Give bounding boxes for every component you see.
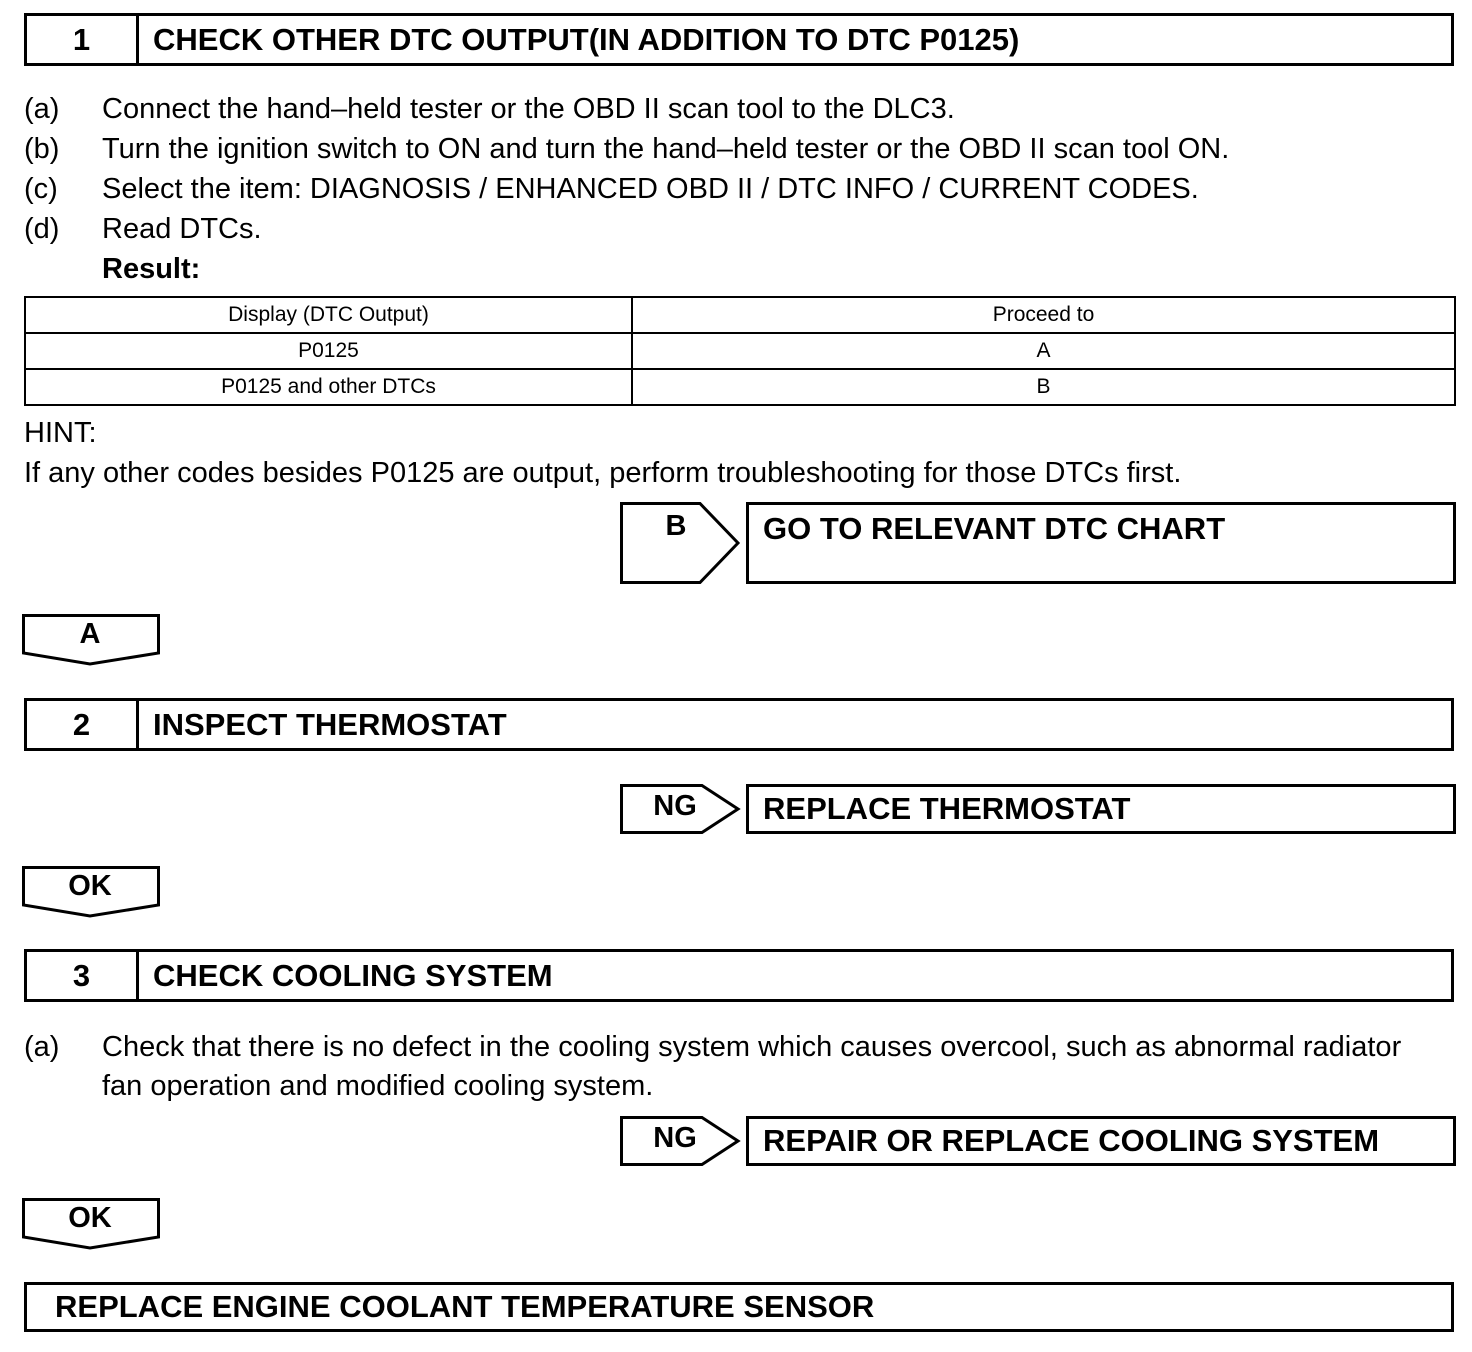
branch-ng-action: REPLACE THERMOSTAT <box>746 784 1456 834</box>
result-table <box>24 296 1456 406</box>
branch-ng-tag <box>620 784 742 834</box>
step-3-title: CHECK COOLING SYSTEM <box>153 957 553 993</box>
step-1-item-b-text: Turn the ignition switch to ON and turn the hand–held tester or the OBD II scan tool ON. <box>102 133 1230 165</box>
final-action-box: REPLACE ENGINE COOLANT TEMPERATURE SENSOR <box>24 1282 1454 1332</box>
step-3-number: 3 <box>27 952 139 999</box>
table-cell: B <box>632 369 1455 405</box>
hint-text: If any other codes besides P0125 are output, perform troubleshooting for those DTCs first. <box>24 457 1182 489</box>
step-3-header <box>24 949 1454 1002</box>
table-header-row <box>25 297 1455 333</box>
step-2-header <box>24 698 1454 751</box>
branch-b-label: B <box>665 510 687 542</box>
result-label: Result: <box>102 253 201 285</box>
continue-a-label: A <box>79 618 101 650</box>
table-cell: P0125 <box>25 333 632 369</box>
step-1-item-d-text: Read DTCs. <box>102 213 262 245</box>
branch-ng-tag <box>620 1116 742 1166</box>
continue-ok-tag <box>22 1198 162 1252</box>
table-row <box>25 369 1455 405</box>
continue-ok-tag <box>22 866 162 920</box>
branch-ng-action: REPAIR OR REPLACE COOLING SYSTEM <box>746 1116 1456 1166</box>
table-header-display: Display (DTC Output) <box>25 297 632 333</box>
step-1-item-d-label: (d) <box>24 213 60 245</box>
branch-ng-label: NG <box>653 790 697 822</box>
table-cell: P0125 and other DTCs <box>25 369 632 405</box>
table-cell: A <box>632 333 1455 369</box>
branch-ng-label: NG <box>653 1122 697 1154</box>
continue-ok-label: OK <box>68 870 112 902</box>
step-1-item-c-label: (c) <box>24 173 58 205</box>
step-3-item-a-line2: fan operation and modified cooling system. <box>102 1070 654 1102</box>
step-1-item-b-label: (b) <box>24 133 60 165</box>
step-2-number: 2 <box>27 701 139 748</box>
step-1-item-c-text: Select the item: DIAGNOSIS / ENHANCED OBD II / DTC INFO / CURRENT CODES. <box>102 173 1199 205</box>
step-1-item-a-label: (a) <box>24 93 60 125</box>
table-row <box>25 333 1455 369</box>
hint-label: HINT: <box>24 417 97 449</box>
step-1-number: 1 <box>27 16 139 63</box>
step-1-header <box>24 13 1454 66</box>
step-1-item-a-text: Connect the hand–held tester or the OBD II scan tool to the DLC3. <box>102 93 955 125</box>
continue-ok-label: OK <box>68 1202 112 1234</box>
step-1-title: CHECK OTHER DTC OUTPUT(IN ADDITION TO DTC P0125) <box>153 21 1020 57</box>
table-header-proceed: Proceed to <box>632 297 1455 333</box>
step-3-item-a-label: (a) <box>24 1031 60 1063</box>
branch-b-tag <box>620 502 742 584</box>
branch-b-action: GO TO RELEVANT DTC CHART <box>746 502 1456 584</box>
step-3-item-a-line1: Check that there is no defect in the cooling system which causes overcool, such as abnormal radiator <box>102 1031 1402 1063</box>
step-2-title: INSPECT THERMOSTAT <box>153 706 507 742</box>
continue-a-tag <box>22 614 162 668</box>
